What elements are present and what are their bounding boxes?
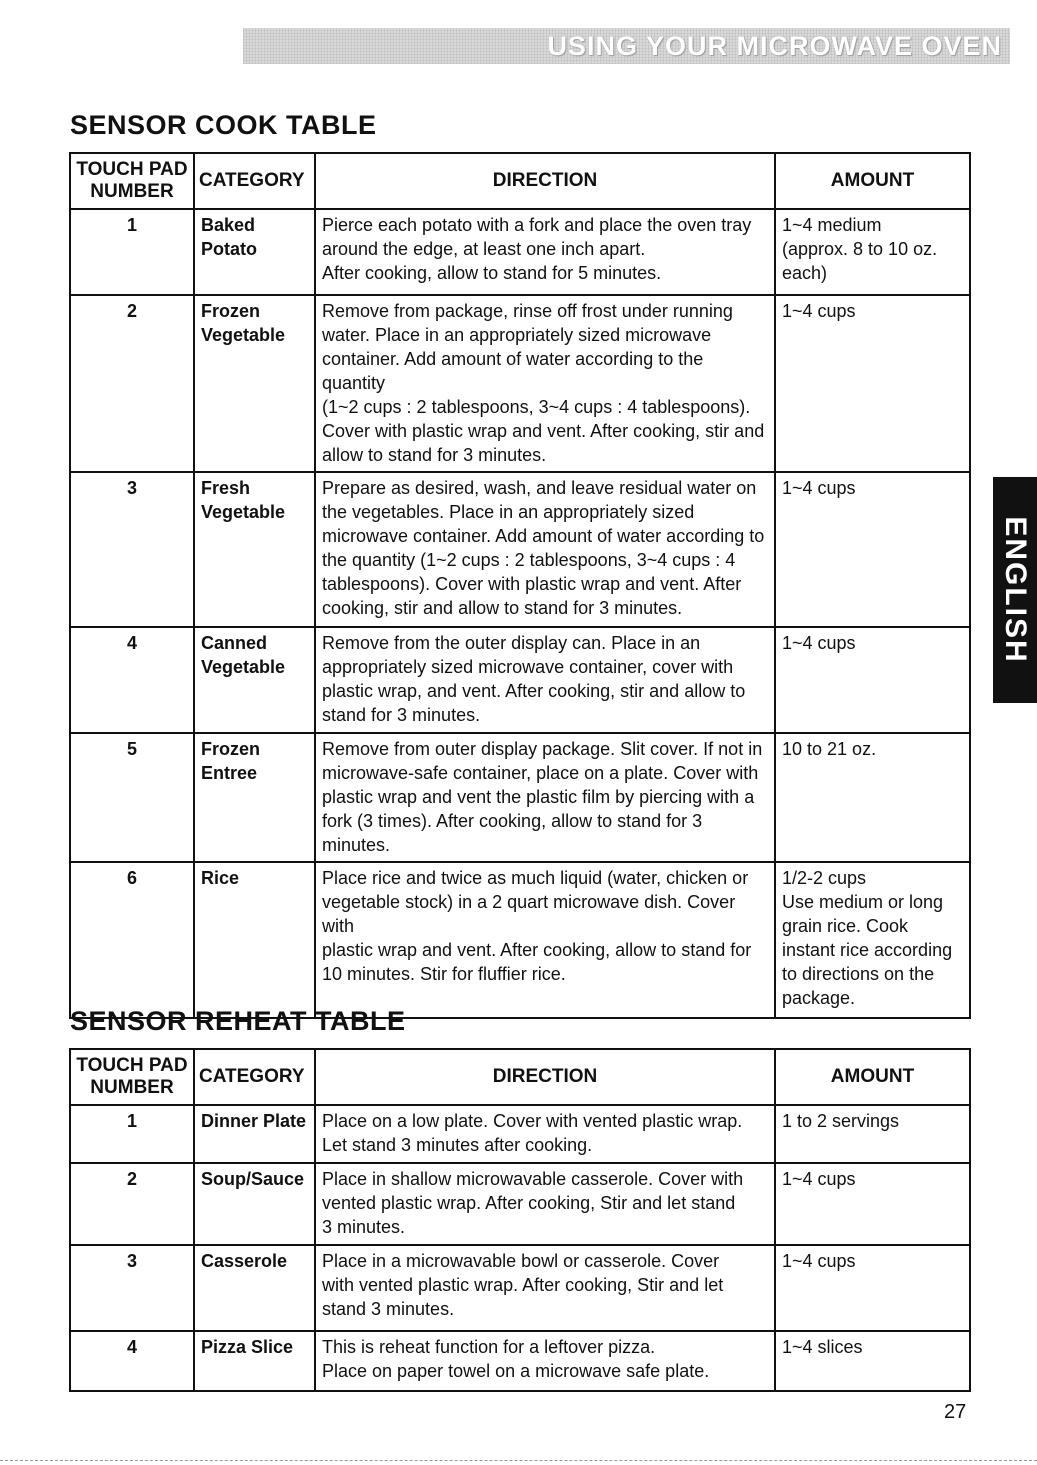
category-cell: Frozen Vegetable	[194, 295, 315, 472]
direction-cell: Remove from package, rinse off frost under running water. Place in an appropriately sized microwave container. Add amount of water according to the quantity (1~2 cups : 2 tablespoons, 3~4 cups : 4 tablespoons). Cover with plastic wrap and vent. After cooking, stir and allow to stand for 3 minutes.	[315, 295, 775, 472]
amount-cell: 1~4 cups	[775, 472, 970, 627]
table-header-row	[70, 153, 970, 209]
category-cell: Dinner Plate	[194, 1105, 315, 1163]
table-row	[70, 1245, 970, 1331]
direction-cell: Place in shallow microwavable casserole. Cover with vented plastic wrap. After cooking, Stir and let stand 3 minutes.	[315, 1163, 775, 1245]
column-header-category: CATEGORY	[194, 1049, 315, 1105]
language-tab-label: ENGLISH	[999, 516, 1032, 664]
amount-cell: 1~4 slices	[775, 1331, 970, 1391]
table-row	[70, 733, 970, 862]
touch-pad-number: 1	[70, 1105, 194, 1163]
table-header-row	[70, 1049, 970, 1105]
column-header-number: TOUCH PAD NUMBER	[70, 153, 194, 209]
touch-pad-number: 2	[70, 1163, 194, 1245]
amount-cell: 1~4 cups	[775, 1245, 970, 1331]
amount-cell: 1~4 cups	[775, 627, 970, 733]
direction-cell: Remove from the outer display can. Place in an appropriately sized microwave container, cover with plastic wrap, and vent. After cooking, stir and allow to stand for 3 minutes.	[315, 627, 775, 733]
language-tab	[993, 477, 1037, 703]
amount-cell: 10 to 21 oz.	[775, 733, 970, 862]
sensor-reheat-title: SENSOR REHEAT TABLE	[70, 1006, 406, 1036]
category-cell: Baked Potato	[194, 209, 315, 295]
table-row	[70, 472, 970, 627]
amount-cell: 1~4 cups	[775, 295, 970, 472]
direction-cell: Pierce each potato with a fork and place the oven tray around the edge, at least one inch apart. After cooking, allow to stand for 5 minutes.	[315, 209, 775, 295]
table-row	[70, 209, 970, 295]
amount-cell: 1~4 medium (approx. 8 to 10 oz. each)	[775, 209, 970, 295]
table-row	[70, 1331, 970, 1391]
table-row	[70, 1105, 970, 1163]
bottom-divider	[0, 1460, 1037, 1461]
touch-pad-number: 6	[70, 862, 194, 1018]
category-cell: Frozen Entree	[194, 733, 315, 862]
direction-cell: Place on a low plate. Cover with vented plastic wrap. Let stand 3 minutes after cooking.	[315, 1105, 775, 1163]
sensor-reheat-table	[69, 1048, 971, 1392]
direction-cell: Prepare as desired, wash, and leave residual water on the vegetables. Place in an appropriately sized microwave container. Add amount of water according to the quantity (1~2 cups : 2 tablespoons, 3~4 cups : 4 tablespoons). Cover with plastic wrap and vent. After cooking, stir and allow to stand for 3 minutes.	[315, 472, 775, 627]
direction-cell: Place rice and twice as much liquid (water, chicken or vegetable stock) in a 2 quart microwave dish. Cover with plastic wrap and vent. After cooking, allow to stand for 10 minutes. Stir for fluffier rice.	[315, 862, 775, 1018]
category-cell: Pizza Slice	[194, 1331, 315, 1391]
touch-pad-number: 4	[70, 1331, 194, 1391]
category-cell: Soup/Sauce	[194, 1163, 315, 1245]
table-row	[70, 862, 970, 1018]
touch-pad-number: 5	[70, 733, 194, 862]
column-header-amount: AMOUNT	[775, 153, 970, 209]
sensor-cook-table	[69, 152, 971, 1019]
table-row	[70, 627, 970, 733]
touch-pad-number: 4	[70, 627, 194, 733]
column-header-number: TOUCH PAD NUMBER	[70, 1049, 194, 1105]
touch-pad-number: 3	[70, 1245, 194, 1331]
touch-pad-number: 2	[70, 295, 194, 472]
column-header-direction: DIRECTION	[315, 153, 775, 209]
category-cell: Rice	[194, 862, 315, 1018]
category-cell: Casserole	[194, 1245, 315, 1331]
amount-cell: 1/2-2 cups Use medium or long grain rice. Cook instant rice according to directions on the package.	[775, 862, 970, 1018]
direction-cell: This is reheat function for a leftover pizza. Place on paper towel on a microwave safe plate.	[315, 1331, 775, 1391]
header-banner	[243, 28, 1010, 64]
sensor-cook-title: SENSOR COOK TABLE	[70, 110, 377, 140]
column-header-amount: AMOUNT	[775, 1049, 970, 1105]
touch-pad-number: 1	[70, 209, 194, 295]
amount-cell: 1~4 cups	[775, 1163, 970, 1245]
category-cell: Canned Vegetable	[194, 627, 315, 733]
header-title: USING YOUR MICROWAVE OVEN	[547, 31, 1002, 61]
table-row	[70, 295, 970, 472]
table-row	[70, 1163, 970, 1245]
touch-pad-number: 3	[70, 472, 194, 627]
column-header-category: CATEGORY	[194, 153, 315, 209]
column-header-direction: DIRECTION	[315, 1049, 775, 1105]
amount-cell: 1 to 2 servings	[775, 1105, 970, 1163]
direction-cell: Remove from outer display package. Slit cover. If not in microwave-safe container, place on a plate. Cover with plastic wrap and vent the plastic film by piercing with a fork (3 times). After cooking, allow to stand for 3 minutes.	[315, 733, 775, 862]
category-cell: Fresh Vegetable	[194, 472, 315, 627]
direction-cell: Place in a microwavable bowl or casserole. Cover with vented plastic wrap. After cooking, Stir and let stand 3 minutes.	[315, 1245, 775, 1331]
page-number: 27	[944, 1401, 967, 1423]
